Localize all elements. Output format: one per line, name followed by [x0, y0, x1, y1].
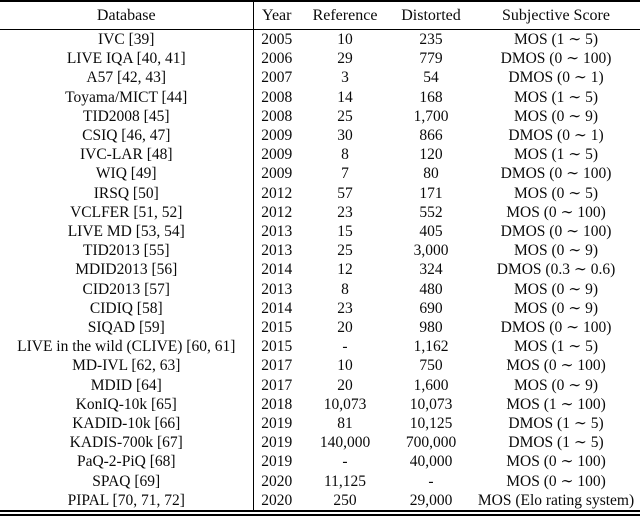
cell-distorted: 750	[419, 357, 443, 375]
cell-reference: 23	[337, 203, 353, 221]
cell-database: IVC-LAR [48]	[79, 146, 173, 164]
cell-year: 2019	[253, 433, 300, 452]
cell-subjective-score: MOS (0 ∼ 100)	[506, 472, 606, 490]
cell-subjective-score: MOS (0 ∼ 9)	[513, 242, 599, 260]
cell-database: LIVE MD [53, 54]	[67, 223, 185, 241]
cell-year: 2005	[253, 30, 300, 50]
cell-distorted: 779	[419, 50, 443, 68]
column-header-distorted: Distorted	[401, 6, 461, 24]
cell-database: KADIS-700k [67]	[69, 434, 183, 452]
cell-subjective-score: MOS (0 ∼ 9)	[513, 299, 599, 317]
cell-reference: 25	[337, 107, 353, 125]
column-header-year: Year	[253, 1, 300, 30]
cell-database: PaQ-2-PiQ [68]	[76, 453, 176, 471]
cell-subjective-score: MOS (1 ∼ 5)	[513, 88, 599, 106]
cell-database: MD-IVL [62, 63]	[72, 357, 181, 375]
cell-database: CIDIQ [58]	[89, 299, 163, 317]
cell-database: SIQAD [59]	[87, 319, 165, 337]
table-row	[0, 356, 640, 375]
cell-year: 2020	[253, 491, 300, 513]
cell-database: Toyama/MICT [44]	[65, 88, 188, 106]
cell-reference: 140,000	[319, 434, 371, 452]
cell-distorted: 40,000	[409, 453, 453, 471]
table-row	[0, 491, 640, 513]
cell-database: A57 [42, 43]	[86, 69, 167, 87]
cell-reference: 12	[337, 261, 353, 279]
table-header-row	[0, 1, 640, 30]
cell-distorted: 405	[419, 223, 443, 241]
cell-year: 2009	[253, 126, 300, 145]
cell-year: 2017	[253, 376, 300, 395]
cell-reference: 11,125	[323, 472, 367, 490]
table-row	[0, 280, 640, 299]
cell-distorted: 1,600	[413, 376, 449, 394]
table-row	[0, 222, 640, 241]
table-row	[0, 414, 640, 433]
cell-year: 2013	[253, 222, 300, 241]
table-row	[0, 30, 640, 50]
cell-reference: 30	[337, 127, 353, 145]
cell-reference: 23	[337, 299, 353, 317]
cell-database: WIQ [49]	[95, 165, 157, 183]
cell-reference: 15	[337, 223, 353, 241]
cell-reference: 3	[341, 69, 349, 87]
cell-reference: 25	[337, 242, 353, 260]
cell-subjective-score: MOS (0 ∼ 9)	[513, 280, 599, 298]
cell-subjective-score: DMOS (0 ∼ 1)	[508, 69, 604, 87]
table-row	[0, 433, 640, 452]
cell-reference: 10	[337, 357, 353, 375]
cell-year: 2013	[253, 241, 300, 260]
cell-reference: 14	[337, 88, 353, 106]
cell-database: KonIQ-10k [65]	[75, 395, 177, 413]
cell-reference: 7	[341, 165, 349, 183]
table-row	[0, 337, 640, 356]
cell-distorted: 700,000	[405, 434, 457, 452]
cell-subjective-score: DMOS (0.3 ∼ 0.6)	[496, 261, 616, 279]
cell-reference: 10,073	[323, 395, 367, 413]
cell-database: CSIQ [46, 47]	[82, 127, 171, 145]
cell-database: MDID [64]	[90, 376, 162, 394]
table-body	[0, 30, 640, 514]
cell-subjective-score: DMOS (0 ∼ 100)	[500, 319, 612, 337]
cell-reference: 20	[337, 319, 353, 337]
cell-database: KADID-10k [66]	[72, 415, 181, 433]
table-row	[0, 299, 640, 318]
table-row	[0, 260, 640, 279]
cell-reference: 8	[341, 280, 349, 298]
cell-year: 2008	[253, 107, 300, 126]
cell-database: LIVE in the wild (CLIVE) [60, 61]	[17, 338, 236, 356]
cell-year: 2009	[253, 164, 300, 183]
cell-subjective-score: DMOS (0 ∼ 1)	[508, 127, 604, 145]
cell-subjective-score: MOS (0 ∼ 9)	[513, 376, 599, 394]
cell-distorted: 480	[419, 280, 443, 298]
cell-database: LIVE IQA [40, 41]	[66, 50, 186, 68]
cell-distorted: -	[428, 472, 434, 490]
cell-subjective-score: MOS (0 ∼ 100)	[506, 357, 606, 375]
table-row	[0, 68, 640, 87]
cell-subjective-score: DMOS (1 ∼ 5)	[508, 415, 604, 433]
cell-subjective-score: DMOS (1 ∼ 5)	[508, 434, 604, 452]
cell-subjective-score: MOS (1 ∼ 5)	[513, 146, 599, 164]
cell-reference: 250	[333, 491, 357, 509]
cell-database: TID2008 [45]	[82, 107, 170, 125]
table-row	[0, 395, 640, 414]
cell-year: 2006	[253, 49, 300, 68]
table-row	[0, 145, 640, 164]
cell-distorted: 690	[419, 299, 443, 317]
table-row	[0, 184, 640, 203]
cell-subjective-score: MOS (0 ∼ 9)	[513, 107, 599, 125]
column-header-subjective-score: Subjective Score	[502, 6, 610, 24]
column-header-reference: Reference	[312, 6, 378, 24]
cell-subjective-score: MOS (0 ∼ 100)	[506, 203, 606, 221]
cell-distorted: 3,000	[413, 242, 449, 260]
cell-subjective-score: MOS (0 ∼ 5)	[513, 184, 599, 202]
table-row	[0, 107, 640, 126]
cell-distorted: 10,073	[409, 395, 453, 413]
cell-year: 2017	[253, 356, 300, 375]
table-row	[0, 49, 640, 68]
table-row	[0, 241, 640, 260]
cell-year: 2012	[253, 184, 300, 203]
cell-subjective-score: MOS (Elo rating system)	[477, 491, 635, 509]
cell-year: 2018	[253, 395, 300, 414]
cell-reference: 81	[337, 415, 353, 433]
cell-distorted: 120	[419, 146, 443, 164]
cell-distorted: 168	[419, 88, 443, 106]
cell-distorted: 866	[419, 127, 443, 145]
cell-year: 2015	[253, 318, 300, 337]
cell-distorted: 171	[419, 184, 443, 202]
cell-distorted: 80	[423, 165, 439, 183]
cell-year: 2019	[253, 452, 300, 471]
cell-reference: 57	[337, 184, 353, 202]
cell-database: MDID2013 [56]	[75, 261, 178, 279]
cell-database: PIPAL [70, 71, 72]	[67, 491, 185, 509]
cell-year: 2014	[253, 299, 300, 318]
table-row	[0, 164, 640, 183]
cell-year: 2012	[253, 203, 300, 222]
cell-database: IRSQ [50]	[93, 184, 159, 202]
cell-distorted: 980	[419, 319, 443, 337]
table-row	[0, 203, 640, 222]
table-row	[0, 126, 640, 145]
cell-database: SPAQ [69]	[92, 472, 161, 490]
cell-reference: 8	[341, 146, 349, 164]
cell-database: VCLFER [51, 52]	[70, 203, 183, 221]
cell-reference: 10	[337, 31, 353, 48]
cell-year: 2015	[253, 337, 300, 356]
cell-distorted: 1,162	[413, 338, 449, 356]
cell-subjective-score: MOS (1 ∼ 5)	[513, 338, 599, 356]
cell-database: IVC [39]	[98, 31, 155, 48]
cell-subjective-score: MOS (1 ∼ 100)	[506, 395, 606, 413]
cell-distorted: 235	[419, 31, 443, 48]
cell-reference: 20	[337, 376, 353, 394]
cell-reference: 29	[337, 50, 353, 68]
cell-year: 2020	[253, 472, 300, 491]
cell-distorted: 10,125	[409, 415, 453, 433]
cell-year: 2009	[253, 145, 300, 164]
cell-database: TID2013 [55]	[82, 242, 170, 260]
table-row	[0, 452, 640, 471]
cell-subjective-score: DMOS (0 ∼ 100)	[500, 50, 612, 68]
cell-distorted: 552	[419, 203, 443, 221]
cell-distorted: 1,700	[413, 107, 449, 125]
cell-distorted: 29,000	[409, 491, 453, 509]
cell-distorted: 324	[419, 261, 443, 279]
cell-database: CID2013 [57]	[82, 280, 170, 298]
cell-subjective-score: MOS (1 ∼ 5)	[513, 31, 599, 48]
table-row	[0, 88, 640, 107]
cell-subjective-score: MOS (0 ∼ 100)	[506, 453, 606, 471]
cell-subjective-score: DMOS (0 ∼ 100)	[500, 165, 612, 183]
table-row	[0, 376, 640, 395]
column-header-database: Database	[96, 6, 156, 24]
cell-subjective-score: DMOS (0 ∼ 100)	[500, 223, 612, 241]
cell-reference: -	[342, 453, 348, 471]
table-row	[0, 472, 640, 491]
table-row	[0, 318, 640, 337]
cell-year: 2007	[253, 68, 300, 87]
cell-reference: -	[342, 338, 348, 356]
cell-year: 2014	[253, 260, 300, 279]
cell-distorted: 54	[423, 69, 439, 87]
cell-year: 2019	[253, 414, 300, 433]
cell-year: 2013	[253, 280, 300, 299]
cell-year: 2008	[253, 88, 300, 107]
